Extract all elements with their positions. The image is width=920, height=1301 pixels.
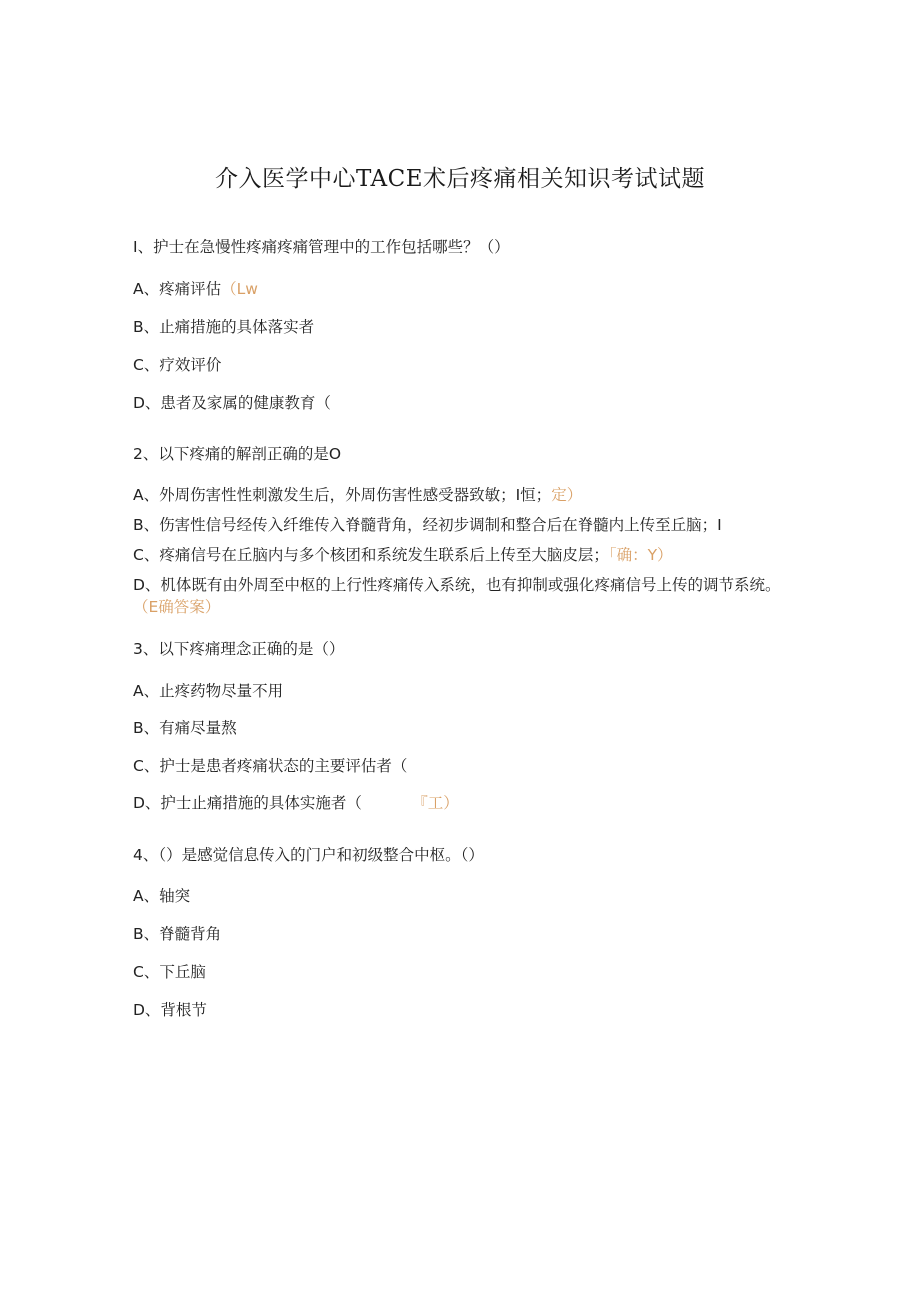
question-4-option-a <box>133 885 190 907</box>
answer-mark: 定） <box>551 486 583 504</box>
option-text: B、伤害性信号经传入纤维传入脊髓背角，经初步调制和整合后在脊髓内上传至丘脑；I <box>133 516 722 534</box>
question-1-option-a <box>133 278 258 300</box>
question-3-option-a <box>133 680 283 702</box>
option-text: B、有痛尽量熬 <box>133 719 237 737</box>
option-text: C、护士是患者疼痛状态的主要评估者（ <box>133 757 408 775</box>
option-text: C、下丘脑 <box>133 963 206 981</box>
answer-mark: （E确答案） <box>133 598 221 616</box>
question-4-stem: 4、（）是感觉信息传入的门户和初级整合中枢。（） <box>133 846 484 864</box>
question-3-option-b <box>133 717 237 739</box>
option-text: A、外周伤害性性刺激发生后，外周伤害性感受器致敏；I恒； <box>133 486 552 504</box>
answer-mark: 『工） <box>419 794 459 812</box>
question-1-option-c <box>133 354 221 376</box>
question-1-option-b <box>133 316 314 338</box>
question-2-stem: 2、以下疼痛的解剖正确的是O <box>133 445 342 463</box>
option-text: D、机体既有由外周至中枢的上行性疼痛传入系统，也有抑制或强化疼痛信号上传的调节系统。 <box>133 576 781 594</box>
question-3-option-c <box>133 755 407 777</box>
option-text: C、疼痛信号在丘脑内与多个核团和系统发生联系后上传至大脑皮层； <box>133 546 609 564</box>
question-3-option-d <box>133 792 459 814</box>
option-text: D、护士止痛措施的具体实施者（ <box>133 794 362 812</box>
option-text: D、背根节 <box>133 1001 207 1019</box>
question-4-option-c <box>133 961 206 983</box>
question-2-option-a <box>133 484 582 506</box>
question-2-option-b <box>133 514 722 536</box>
option-text: A、疼痛评估 <box>133 280 222 298</box>
page-title: 介入医学中心TACE术后疼痛相关知识考试试题 <box>214 166 706 192</box>
answer-mark: （Lw <box>221 280 258 298</box>
option-text: B、止痛措施的具体落实者 <box>133 318 315 336</box>
question-3-stem: 3、以下疼痛理念正确的是（） <box>133 640 345 658</box>
question-2-option-c <box>133 544 673 566</box>
question-1-option-d <box>133 392 331 414</box>
option-text: D、患者及家属的健康教育（ <box>133 394 331 412</box>
option-text: A、止疼药物尽量不用 <box>133 682 284 700</box>
option-text: B、脊髓背角 <box>133 925 222 943</box>
question-4-option-b <box>133 923 221 945</box>
option-text: A、轴突 <box>133 887 191 905</box>
question-2-option-d <box>133 574 783 618</box>
option-text: C、疗效评价 <box>133 356 222 374</box>
answer-mark: 「确：Y） <box>608 546 673 564</box>
question-4-option-d <box>133 999 207 1021</box>
question-1-stem: I、护士在急慢性疼痛疼痛管理中的工作包括哪些？（） <box>133 238 510 256</box>
